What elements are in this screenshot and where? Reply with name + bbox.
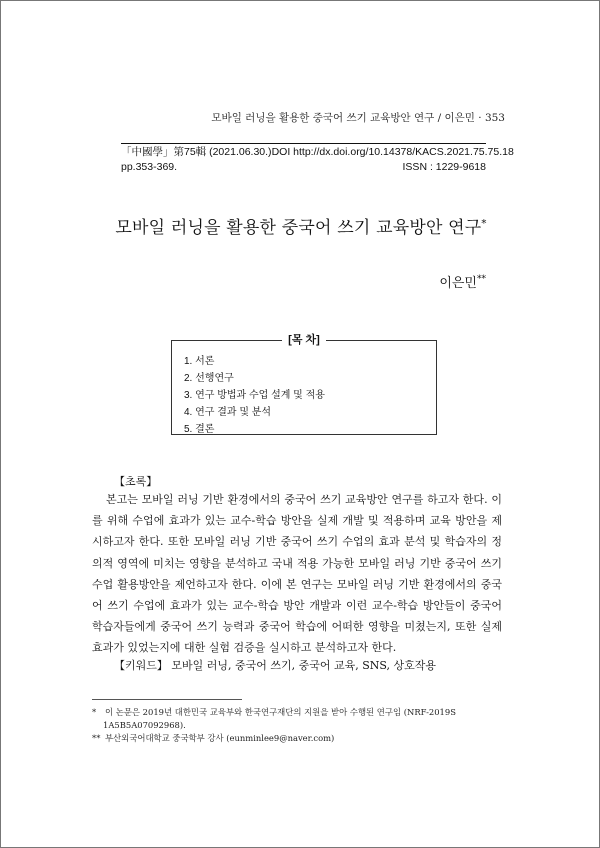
table-of-contents xyxy=(171,334,437,435)
abstract-text: 본고는 모바일 러닝 기반 환경에서의 중국어 쓰기 교육방안 연구를 하고자 한다. 이를 위해 수업에 효과가 있는 교수-학습 방안을 실제 개발 및 적용하며 교육 방안을 제시하고자 한다. 또한 모바일 러닝 기반 중국어 쓰기 수업의 효과 분석 및 학습자의 정의적 영역에 미치는 영향을 분석하고 국내 적용 가능한 모바일 러닝 기반 중국어 쓰기 수업 활용방안을 제언하고자 한다. 이에 본 연구는 모바일 러닝 기반 환경에서의 중국어 쓰기 수업에 효과가 있는 교수-학습 방안 개발과 이런 교수-학습 방안들이 중국어 학습자들에게 중국어 쓰기 능력과 중국어 학습에 어떠한 영향을 미쳤는지, 또한 실제 효과가 있었는지에 대한 실험 검증을 실시하고 분석하고자 한다. xyxy=(92,493,502,655)
author-name: 이은민 xyxy=(439,276,477,291)
publication-meta xyxy=(121,143,514,175)
footnote-1-text: 이 논문은 2019년 대한민국 교육부와 한국연구재단의 지원을 받아 수행된 연구임 (NRF-2019S xyxy=(105,707,456,717)
title-text: 모바일 러닝을 활용한 중국어 쓰기 교육방안 연구 xyxy=(115,218,482,238)
toc-item[interactable]: 1. 서론 xyxy=(184,356,215,367)
page-range: pp.353-369. xyxy=(121,161,178,173)
footnote-1-continued: 1A5B5A07092968). xyxy=(103,720,186,730)
journal-info: 「中國學」第75輯 (2021.06.30.) xyxy=(121,146,272,158)
running-head: 모바일 러닝을 활용한 중국어 쓰기 교육방안 연구 / 이은민 · 353 xyxy=(211,112,505,124)
author-footnote-mark: ** xyxy=(477,274,486,285)
footnote-1-mark: * xyxy=(92,707,97,717)
footnote-1 xyxy=(92,706,456,720)
toc-heading: [목 차] xyxy=(282,334,326,346)
toc-list xyxy=(184,353,325,438)
keywords: 【키워드】 모바일 러닝, 중국어 쓰기, 중국어 교육, SNS, 상호작용 xyxy=(114,659,437,672)
footnote-2-text: 부산외국어대학교 중국학부 강사 (eunminlee9@naver.com) xyxy=(105,733,335,743)
toc-item[interactable]: 4. 연구 결과 및 분석 xyxy=(184,407,272,418)
toc-item[interactable]: 5. 결론 xyxy=(184,424,215,435)
abstract-heading: 【초록】 xyxy=(114,475,158,488)
issn: ISSN : 1229-9618 xyxy=(402,161,486,173)
toc-item[interactable]: 3. 연구 방법과 수업 설계 및 적용 xyxy=(184,390,325,401)
title-footnote-mark: * xyxy=(481,218,487,230)
footnote-2 xyxy=(92,732,334,746)
toc-item[interactable]: 2. 선행연구 xyxy=(184,373,234,384)
doi-link[interactable]: DOI http://dx.doi.org/10.14378/KACS.2021.75.75.18 xyxy=(271,146,514,158)
paper-title xyxy=(1,213,600,238)
footnote-divider xyxy=(92,699,242,700)
footnote-2-mark: ** xyxy=(92,733,101,743)
author xyxy=(439,272,486,291)
